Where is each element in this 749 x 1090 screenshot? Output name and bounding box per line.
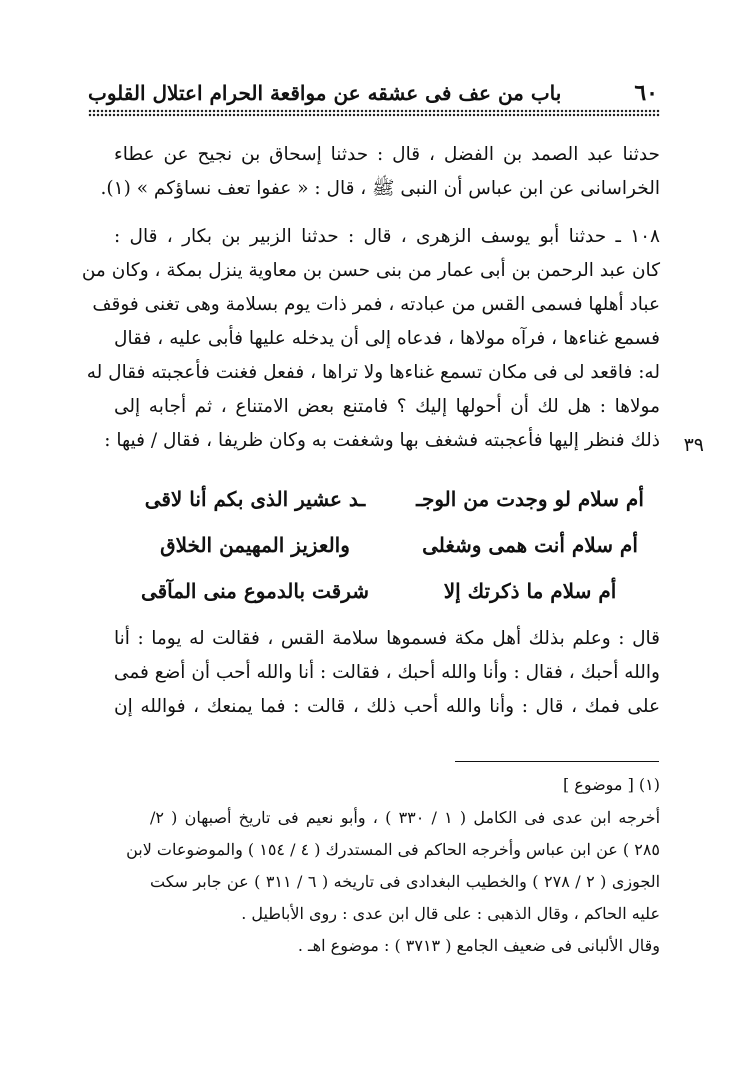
body-line: حدثنا عبد الصمد بن الفضل ، قال : حدثنا إسحاق بن نجيح عن عطاء bbox=[114, 144, 660, 165]
running-header bbox=[88, 78, 658, 108]
footnote-line: عليه الحاكم ، وقال الذهبى : على قال ابن عدى : روى الأباطيل . bbox=[241, 904, 660, 923]
body-line: قال : وعلم بذلك أهل مكة فسموها سلامة القس ، فقالت له يوما : أنا bbox=[114, 628, 660, 649]
footnote-line: وقال الألبانى فى ضعيف الجامع ( ٣٧١٣ ) : موضوع اهـ . bbox=[297, 936, 660, 955]
body-line: والله أحبك ، فقال : وأنا والله أحبك ، فقالت : أنا والله أحب أن أضع فمى bbox=[113, 662, 660, 683]
footnote-marker: (١) [ موضوع ] bbox=[562, 775, 660, 794]
page-number: ٦٠ bbox=[634, 80, 658, 106]
body-line: على فمك ، قال : وأنا والله أحب ذلك ، قالت : فما يمنعك ، فوالله إن bbox=[114, 696, 660, 717]
body-line: فسمع غناءها ، فرآه مولاها ، فدعاه إلى أن يدخله عليها فأبى عليه ، فقال bbox=[114, 328, 660, 349]
poem-verse-second-hemistich: والعزيز المهيمن الخلاق bbox=[160, 533, 350, 557]
body-line: عباد أهلها فسمى القس من عبادته ، فمر ذات يوم بسلامة وهى تغنى فوقف bbox=[92, 294, 660, 315]
body-line: مولاها : هل لك أن أحولها إليك ؟ فامتنع بعض الامتناع ، ثم أجابه إلى bbox=[114, 396, 660, 417]
chapter-title: باب من عف فى عشقه عن مواقعة الحرام اعتلال القلوب bbox=[88, 81, 562, 105]
header-dotted-rule bbox=[88, 109, 660, 117]
poem-verse-first-hemistich: أم سلام ما ذكرتك إلا bbox=[443, 579, 617, 603]
footnote-line: الجوزى ( ٢ / ٢٧٨ ) والخطيب البغدادى فى تاريخه ( ٦ / ٣١١ ) عن جابر سكت bbox=[150, 872, 661, 891]
footnote-line: أخرجه ابن عدى فى الكامل ( ١ / ٣٣٠ ) ، وأبو نعيم فى تاريخ أصبهان ( ٢/ bbox=[150, 808, 661, 827]
poem-verse-second-hemistich: ـد عشير الذى بكم أنا لاقى bbox=[144, 487, 366, 511]
body-line: ذلك فنظر إليها فأعجبته فشغف بها وشغفت به وكان ظريفا ، فقال / فيها : bbox=[104, 430, 660, 451]
poem-verse-first-hemistich: أم سلام أنت همى وشغلى bbox=[422, 533, 638, 557]
manuscript-margin-number: ٣٩ bbox=[683, 434, 704, 456]
body-line: الخراسانى عن ابن عباس أن النبى ﷺ ، قال : « عفوا تعف نساؤكم » (١). bbox=[100, 178, 660, 199]
footnote-separator bbox=[455, 761, 659, 762]
footnote-line: ٢٨٥ ) عن ابن عباس وأخرجه الحاكم فى المستدرك ( ٤ / ١٥٤ ) والموضوعات لابن bbox=[126, 840, 660, 859]
body-line: له: فاقعد لى فى مكان تسمع غناءها ولا تراها ، ففعل فغنت فأعجبته فقال له bbox=[86, 362, 660, 383]
body-line: كان عبد الرحمن بن أبى عمار من بنى حسن بن معاوية ينزل بمكة ، وكان من bbox=[81, 260, 660, 281]
poem-verse-second-hemistich: شرقت بالدموع منى المآقى bbox=[140, 579, 370, 603]
body-line: ١٠٨ ـ حدثنا أبو يوسف الزهرى ، قال : حدثنا الزبير بن بكار ، قال : bbox=[114, 226, 660, 247]
poem-verse-first-hemistich: أم سلام لو وجدت من الوجـ bbox=[416, 487, 644, 511]
